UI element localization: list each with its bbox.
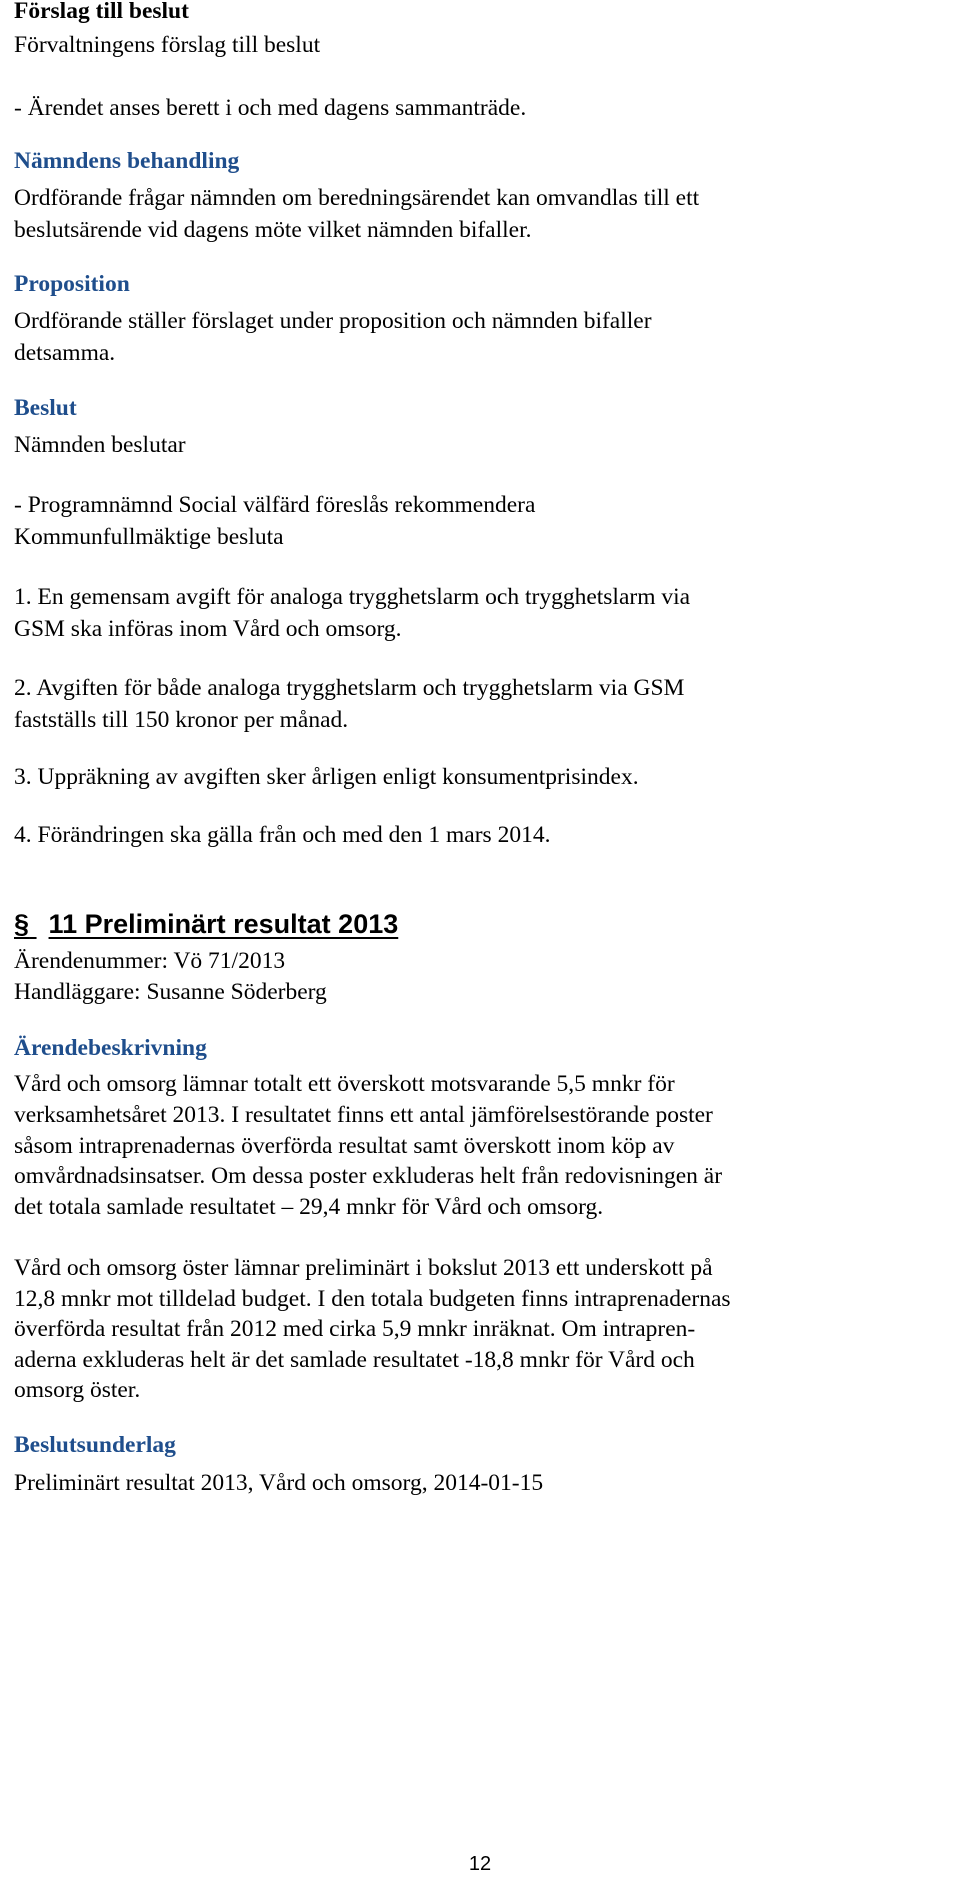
- point-1-line-2: GSM ska införas inom Vård och omsorg.: [14, 616, 402, 642]
- beslut-item-line-2: Kommunfullmäktige besluta: [14, 524, 284, 550]
- point-2-line-1: 2. Avgiften för både analoga trygghetslarm och trygghetslarm via GSM: [14, 675, 685, 701]
- section-11-heading: [14, 911, 398, 938]
- para-2-line-5: omsorg öster.: [14, 1377, 141, 1403]
- point-4: 4. Förändringen ska gälla från och med den 1 mars 2014.: [14, 822, 551, 848]
- underlag-heading: Beslutsunderlag: [14, 1432, 176, 1458]
- forslag-intro: Förvaltningens förslag till beslut: [14, 32, 321, 58]
- section-11-title: 11 Preliminärt resultat 2013: [48, 909, 399, 939]
- para-2-line-3: överförda resultat från 2012 med cirka 5,9 mnkr inräknat. Om intrapren-: [14, 1316, 696, 1342]
- point-3: 3. Uppräkning av avgiften sker årligen enligt konsumentprisindex.: [14, 764, 639, 790]
- para-1-line-1: Vård och omsorg lämnar totalt ett överskott motsvarande 5,5 mnkr för: [14, 1071, 675, 1097]
- para-1-line-5: det totala samlade resultatet – 29,4 mnkr för Vård och omsorg.: [14, 1194, 604, 1220]
- para-1-line-3: såsom intraprenadernas överförda resultat samt överskott inom köp av: [14, 1133, 675, 1159]
- case-handler: Handläggare: Susanne Söderberg: [14, 979, 327, 1005]
- proposition-heading: Proposition: [14, 271, 130, 297]
- section-marker: §: [14, 909, 30, 939]
- point-1-line-1: 1. En gemensam avgift för analoga trygghetslarm och trygghetslarm via: [14, 584, 691, 610]
- proposition-line-2: detsamma.: [14, 340, 116, 366]
- beslut-intro: Nämnden beslutar: [14, 432, 186, 458]
- underlag-text: Preliminärt resultat 2013, Vård och omsorg, 2014-01-15: [14, 1470, 544, 1496]
- beslut-heading: Beslut: [14, 395, 77, 421]
- behandling-line-1: Ordförande frågar nämnden om beredningsärendet kan omvandlas till ett: [14, 185, 700, 211]
- behandling-line-2: beslutsärende vid dagens möte vilket nämnden bifaller.: [14, 217, 532, 243]
- forslag-heading: Förslag till beslut: [14, 0, 189, 24]
- point-2-line-2: fastställs till 150 kronor per månad.: [14, 707, 349, 733]
- para-1-line-2: verksamhetsåret 2013. I resultatet finns ett antal jämförelsestörande poster: [14, 1102, 713, 1128]
- beslut-item-line-1: - Programnämnd Social välfärd föreslås rekommendera: [14, 492, 536, 518]
- page-number: 12: [468, 1853, 492, 1875]
- description-heading: Ärendebeskrivning: [14, 1035, 207, 1061]
- para-1-line-4: omvårdnadsinsatser. Om dessa poster exkluderas helt från redovisningen är: [14, 1163, 723, 1189]
- para-2-line-4: aderna exkluderas helt är det samlade resultatet -18,8 mnkr för Vård och: [14, 1347, 695, 1373]
- behandling-heading: Nämndens behandling: [14, 148, 240, 174]
- para-2-line-1: Vård och omsorg öster lämnar preliminärt i bokslut 2013 ett underskott på: [14, 1255, 713, 1281]
- para-2-line-2: 12,8 mnkr mot tilldelad budget. I den totala budgeten finns intraprenadernas: [14, 1286, 731, 1312]
- case-number: Ärendenummer: Vö 71/2013: [14, 948, 286, 974]
- forslag-item: - Ärendet anses berett i och med dagens sammanträde.: [14, 95, 527, 121]
- proposition-line-1: Ordförande ställer förslaget under proposition och nämnden bifaller: [14, 308, 652, 334]
